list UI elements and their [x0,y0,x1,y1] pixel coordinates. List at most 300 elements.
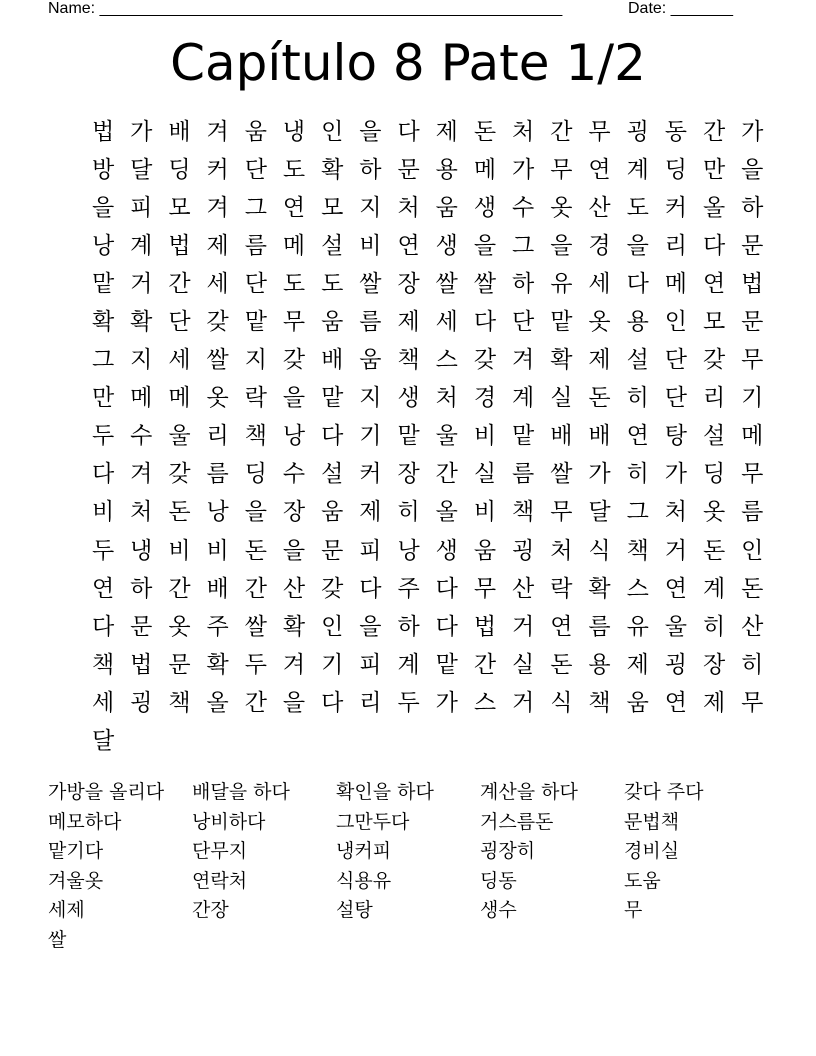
grid-cell: 처 [664,499,688,526]
grid-cell: 옷 [702,499,726,526]
grid-cell: 을 [91,194,115,221]
grid-cell: 돈 [741,575,764,602]
grid-cell: 연 [282,194,306,221]
grid-cell: 확 [588,575,611,602]
grid-cell: 경 [588,232,611,259]
grid-cell: 제 [588,347,611,374]
grid-cell: 생 [397,385,420,412]
grid-cell: 갖 [168,461,191,488]
grid-cell: 거 [512,689,535,716]
grid-cell: 계 [626,156,649,183]
grid-cell: 쌀 [359,270,382,297]
grid-cell: 가 [435,689,458,716]
grid-cell: 비 [168,537,191,564]
grid-cell: 을 [359,118,382,145]
grid-cell: 문 [741,309,764,336]
grid-cell: 장 [397,461,420,488]
grid-cell: 인 [664,309,688,336]
word-list-item: 설탕 [336,899,373,921]
grid-cell: 법 [91,118,115,145]
grid-cell: 을 [741,156,764,183]
grid-cell: 실 [473,461,497,488]
grid-cell: 피 [130,194,153,221]
grid-cell: 도 [282,270,306,297]
header [48,0,748,20]
grid-cell: 생 [435,537,458,564]
grid-cell: 확 [130,309,153,336]
grid-cell: 다 [91,613,115,640]
grid-cell: 거 [130,270,153,297]
grid-cell: 맡 [321,385,344,412]
grid-cell: 문 [741,232,764,259]
grid-cell: 무 [550,156,573,183]
grid-cell: 책 [168,689,191,716]
grid-cell: 히 [702,613,726,640]
grid-cell: 굉 [512,537,535,564]
word-search-grid [84,110,771,758]
grid-cell: 책 [91,651,115,678]
grid-cell: 배 [550,423,573,450]
grid-cell: 제 [435,118,458,145]
grid-cell: 간 [244,575,267,602]
grid-cell: 무 [550,499,573,526]
grid-cell: 세 [588,270,611,297]
grid-cell: 갖 [282,347,306,374]
grid-cell: 실 [512,651,535,678]
grid-cell: 하 [741,194,764,221]
grid-cell: 무 [741,689,764,716]
grid-cell: 메 [741,423,764,450]
grid-cell: 처 [435,385,458,412]
grid-cell: 생 [435,232,458,259]
grid-cell: 메 [664,270,688,297]
grid-cell: 움 [321,309,344,336]
grid-cell: 그 [91,347,115,374]
grid-cell: 수 [282,461,306,488]
grid-cell: 산 [588,194,611,221]
word-list-item: 도움 [624,869,661,892]
grid-cell: 리 [359,689,382,716]
grid-cell: 배 [206,575,229,602]
grid-cell: 름 [359,309,382,336]
grid-cell: 을 [359,613,382,640]
grid-cell: 갖 [702,347,726,374]
grid-cell: 을 [626,232,649,259]
grid-cell: 제 [397,309,420,336]
grid-cell: 히 [397,499,420,526]
grid-cell: 두 [91,537,115,564]
grid-cell: 가 [512,156,535,183]
grid-cell: 돈 [168,499,191,526]
grid-cell: 가 [664,461,688,488]
grid-cell: 굉 [626,118,649,145]
grid-cell: 을 [550,232,573,259]
word-list-item: 쌀 [48,928,67,951]
grid-cell: 지 [359,385,382,412]
word-list-item: 식용유 [336,869,392,892]
grid-cell: 만 [702,156,726,183]
word-list-item: 갖다 주다 [624,781,704,803]
grid-cell: 맡 [512,423,535,450]
grid-cell: 산 [512,575,535,602]
grid-cell: 을 [473,232,497,259]
grid-cell: 무 [588,118,611,145]
grid-cell: 다 [321,689,344,716]
grid-cell: 용 [588,651,611,678]
grid-cell: 겨 [282,651,306,678]
grid-cell: 냉 [282,118,306,145]
grid-cell: 설 [626,347,649,374]
grid-cell: 커 [664,194,688,221]
grid-cell: 두 [91,423,115,450]
grid-cell: 동 [664,118,688,145]
grid-cell: 두 [244,651,267,678]
grid-cell: 움 [473,537,497,564]
grid-cell: 다 [702,232,726,259]
grid-cell: 쌀 [435,270,458,297]
grid-cell: 다 [359,575,382,602]
grid-cell: 락 [244,385,267,412]
grid-cell: 간 [473,651,497,678]
grid-cell: 딩 [168,156,191,183]
grid-cell: 거 [664,537,688,564]
grid-cell: 간 [435,461,458,488]
grid-cell: 단 [244,156,267,183]
grid-cell: 법 [130,651,153,678]
grid-cell: 무 [741,347,764,374]
grid-cell: 피 [359,537,382,564]
word-list-item: 확인을 하다 [336,781,434,803]
grid-cell: 산 [282,575,306,602]
grid-cell: 만 [91,385,115,412]
grid-cell: 쌀 [473,270,497,297]
grid-cell: 처 [130,499,153,526]
grid-cell: 비 [206,537,229,564]
grid-cell: 그 [512,232,535,259]
grid-cell: 법 [741,270,764,297]
grid-cell: 딩 [244,461,267,488]
grid-cell: 움 [244,118,267,145]
grid-cell: 냉 [130,537,153,564]
grid-cell: 계 [702,575,726,602]
grid-cell: 옷 [550,194,573,221]
grid-cell: 경 [473,385,497,412]
grid-cell: 간 [168,575,191,602]
grid-cell: 옷 [206,385,229,412]
grid-cell: 하 [359,156,382,183]
grid-cell: 주 [397,575,420,602]
grid-cell: 쌀 [244,613,267,640]
grid-cell: 을 [282,537,306,564]
grid-cell: 울 [168,423,191,450]
grid-cell: 책 [588,689,611,716]
grid-cell: 름 [741,499,764,526]
grid-cell: 낭 [282,423,306,450]
word-list-item: 계산을 하다 [480,781,578,803]
grid-cell: 확 [550,347,573,374]
grid-cell: 문 [321,537,344,564]
grid-cell: 배 [321,347,344,374]
grid-cell: 낭 [397,537,420,564]
grid-cell: 비 [91,499,115,526]
grid-cell: 맡 [244,309,267,336]
grid-cell: 비 [359,232,382,259]
word-list-item: 생수 [480,899,517,921]
grid-cell: 하 [130,575,153,602]
grid-cell: 을 [244,499,267,526]
word-list-item: 무 [624,899,643,921]
grid-cell: 제 [702,689,726,716]
grid-cell: 다 [91,461,115,488]
grid-cell: 그 [626,499,649,526]
grid-cell: 산 [741,613,764,640]
grid-cell: 도 [626,194,649,221]
word-list-item: 그만두다 [336,810,410,833]
grid-cell: 겨 [130,461,153,488]
grid-cell: 름 [512,461,535,488]
grid-cell: 책 [244,423,267,450]
grid-cell: 름 [588,613,611,640]
grid-cell: 세 [435,309,458,336]
grid-cell: 옷 [168,613,191,640]
grid-cell: 지 [359,194,382,221]
grid-cell: 맡 [550,309,573,336]
word-list-item: 굉장히 [480,840,536,862]
grid-cell: 름 [244,232,267,259]
grid-cell: 식 [588,537,611,564]
grid-cell: 세 [168,347,191,374]
grid-cell: 설 [321,232,344,259]
grid-cell: 책 [397,347,420,374]
grid-cell: 히 [741,651,764,678]
grid-cell: 올 [206,689,229,716]
grid-cell: 피 [359,651,382,678]
grid-cell: 메 [130,385,153,412]
grid-cell: 책 [512,499,535,526]
grid-cell: 간 [168,270,191,297]
grid-cell: 연 [664,575,688,602]
grid-cell: 굉 [664,651,688,678]
grid-cell: 리 [702,385,726,412]
grid-cell: 을 [282,385,306,412]
grid-cell: 실 [550,385,573,412]
grid-cell: 달 [130,156,153,183]
grid-cell: 메 [473,156,497,183]
grid-cell: 돈 [702,537,726,564]
grid-cell: 연 [588,156,611,183]
grid-cell: 무 [282,309,306,336]
word-list-item: 경비실 [624,840,680,862]
grid-cell: 법 [473,613,497,640]
grid-cell: 제 [359,499,382,526]
grid-cell: 다 [321,423,344,450]
grid-cell: 맡 [397,423,420,450]
grid-cell: 처 [550,537,573,564]
grid-cell: 제 [626,651,649,678]
word-list-item: 문법책 [624,810,680,833]
grid-cell: 문 [168,651,191,678]
grid-cell: 탕 [664,423,688,450]
grid-cell: 무 [741,461,764,488]
grid-cell: 간 [244,689,267,716]
grid-cell: 리 [206,423,229,450]
grid-cell: 스 [473,689,497,716]
word-list-item: 맡기다 [48,840,104,862]
grid-cell: 확 [91,309,115,336]
grid-cell: 확 [321,156,344,183]
grid-cell: 지 [244,347,267,374]
grid-cell: 단 [168,309,191,336]
page-title: Capítulo 8 Pate 1/2 [170,34,646,92]
date-field-label: Date: _______ [628,0,733,17]
grid-cell: 간 [550,118,573,145]
grid-cell: 겨 [206,118,229,145]
grid-cell: 움 [359,347,382,374]
grid-cell: 돈 [588,385,611,412]
grid-cell: 올 [435,499,458,526]
grid-cell: 확 [282,613,306,640]
grid-cell: 돈 [550,651,573,678]
grid-cell: 연 [550,613,573,640]
grid-cell: 갖 [206,309,229,336]
grid-cell: 다 [397,118,420,145]
word-list-item: 딩동 [480,869,517,892]
word-list-item: 연락처 [192,869,248,892]
grid-cell: 울 [664,613,688,640]
grid-cell: 쌀 [550,461,573,488]
word-list-item: 낭비하다 [192,810,266,833]
grid-cell: 겨 [206,194,229,221]
grid-cell: 연 [702,270,726,297]
grid-cell: 생 [473,194,497,221]
grid-cell: 도 [282,156,306,183]
grid-cell: 갖 [473,347,497,374]
grid-cell: 기 [359,423,382,450]
grid-cell: 배 [168,118,191,145]
grid-cell: 인 [321,118,344,145]
grid-cell: 커 [359,461,382,488]
grid-cell: 히 [626,385,649,412]
grid-cell: 식 [550,689,573,716]
grid-cell: 단 [512,309,535,336]
grid-cell: 그 [244,194,267,221]
grid-cell: 맡 [435,651,458,678]
grid-cell: 비 [473,423,497,450]
grid-cell: 히 [626,461,649,488]
grid-cell: 스 [626,575,649,602]
grid-cell: 낭 [206,499,229,526]
grid-cell: 계 [397,651,420,678]
word-list-item: 세제 [48,899,85,921]
grid-cell: 책 [626,537,649,564]
grid-cell: 장 [282,499,306,526]
grid-cell: 낭 [91,232,115,259]
grid-cell: 다 [435,613,458,640]
grid-cell: 장 [397,270,420,297]
grid-cell: 가 [741,118,764,145]
grid-cell: 올 [702,194,726,221]
word-list-item: 메모하다 [48,810,122,833]
grid-cell: 달 [588,499,611,526]
grid-cell: 움 [626,689,649,716]
word-list-item: 배달을 하다 [192,781,290,803]
grid-cell: 지 [130,347,153,374]
grid-cell: 도 [321,270,344,297]
grid-cell: 배 [588,423,611,450]
grid-cell: 유 [626,613,649,640]
grid-cell: 주 [206,613,229,640]
grid-cell: 설 [702,423,726,450]
grid-cell: 스 [435,347,458,374]
grid-cell: 메 [168,385,191,412]
word-list [48,778,768,955]
word-list-item: 단무지 [192,840,248,862]
grid-cell: 기 [321,651,344,678]
grid-cell: 단 [664,347,688,374]
grid-cell: 연 [397,232,420,259]
grid-cell: 처 [397,194,420,221]
grid-cell: 세 [91,689,115,716]
word-list-item: 간장 [192,899,229,921]
grid-cell: 계 [512,385,535,412]
grid-cell: 맡 [91,270,115,297]
grid-cell: 돈 [473,118,497,145]
grid-cell: 거 [512,613,535,640]
name-field-label: Name: ____________________________________________________ [48,0,563,17]
grid-cell: 모 [168,194,191,221]
grid-cell: 무 [473,575,497,602]
grid-cell: 기 [741,385,764,412]
grid-cell: 연 [664,689,688,716]
grid-cell: 연 [91,575,115,602]
grid-cell: 문 [130,613,153,640]
grid-cell: 간 [702,118,726,145]
grid-cell: 단 [244,270,267,297]
grid-cell: 을 [282,689,306,716]
grid-cell: 리 [664,232,688,259]
grid-cell: 법 [168,232,191,259]
grid-cell: 울 [435,423,458,450]
grid-cell: 딩 [702,461,726,488]
grid-cell: 설 [321,461,344,488]
grid-cell: 문 [397,156,420,183]
grid-cell: 유 [550,270,573,297]
grid-cell: 비 [473,499,497,526]
grid-cell: 제 [206,232,229,259]
grid-cell: 모 [702,309,726,336]
grid-cell: 모 [321,194,344,221]
grid-cell: 방 [91,156,115,183]
grid-cell: 연 [626,423,649,450]
grid-cell: 겨 [512,347,535,374]
word-list-item: 겨울옷 [48,869,104,892]
grid-cell: 커 [206,156,229,183]
grid-cell: 용 [435,156,458,183]
word-list-item: 가방을 올리다 [48,781,165,803]
grid-cell: 가 [588,461,611,488]
grid-cell: 름 [206,461,229,488]
grid-cell: 쌀 [206,347,229,374]
grid-cell: 세 [206,270,229,297]
grid-cell: 다 [473,309,497,336]
grid-cell: 가 [130,118,153,145]
grid-cell: 확 [206,651,229,678]
grid-cell: 옷 [588,309,611,336]
grid-cell: 수 [512,194,535,221]
grid-cell: 단 [664,385,688,412]
grid-cell: 움 [435,194,458,221]
grid-cell: 하 [512,270,535,297]
